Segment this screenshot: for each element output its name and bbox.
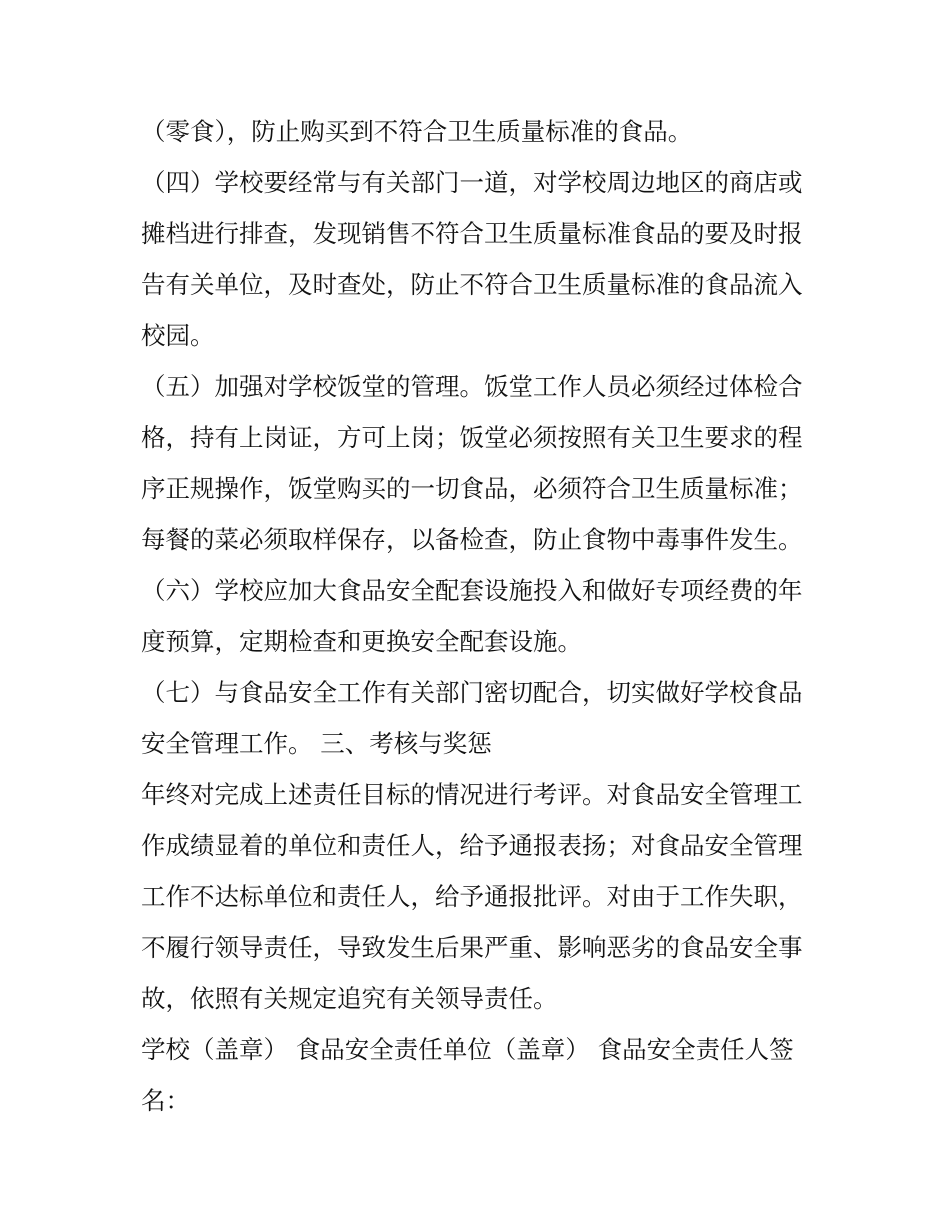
text-line: 格，持有上岗证，方可上岗；饭堂必须按照有关卫生要求的程 <box>141 423 803 452</box>
text-line: 每餐的菜必须取样保存，以备检查，防止食物中毒事件发生。 <box>141 525 803 554</box>
text-line: 名： <box>141 1086 190 1115</box>
text-line: 作成绩显着的单位和责任人，给予通报表扬；对食品安全管理 <box>141 831 803 860</box>
text-line: 故，依照有关规定追究有关领导责任。 <box>141 984 558 1013</box>
document-body <box>141 106 821 1126</box>
text-line: 安全管理工作。 三、考核与奖惩 <box>141 729 492 758</box>
text-line: （零食），防止购买到不符合卫生质量标准的食品。 <box>141 117 693 146</box>
text-line: （五）加强对学校饭堂的管理。饭堂工作人员必须经过体检合 <box>141 372 803 401</box>
text-line: 度预算，定期检查和更换安全配套设施。 <box>141 627 582 656</box>
text-line: （四）学校要经常与有关部门一道，对学校周边地区的商店或 <box>141 168 803 197</box>
text-line: 工作不达标单位和责任人，给予通报批评。对由于工作失职， <box>141 882 803 911</box>
text-line: 不履行领导责任，导致发生后果严重、影响恶劣的食品安全事 <box>141 933 803 962</box>
text-line: （六）学校应加大食品安全配套设施投入和做好专项经费的年 <box>141 576 803 605</box>
text-line: 校园。 <box>141 321 215 350</box>
text-line: 学校（盖章） 食品安全责任单位（盖章） 食品安全责任人签 <box>141 1035 794 1064</box>
text-line: 摊档进行排查，发现销售不符合卫生质量标准食品的要及时报 <box>141 219 803 248</box>
text-line: （七）与食品安全工作有关部门密切配合，切实做好学校食品 <box>141 678 803 707</box>
text-line: 年终对完成上述责任目标的情况进行考评。对食品安全管理工 <box>141 780 803 809</box>
text-line: 告有关单位，及时查处，防止不符合卫生质量标准的食品流入 <box>141 270 803 299</box>
text-line: 序正规操作，饭堂购买的一切食品，必须符合卫生质量标准； <box>141 474 803 503</box>
